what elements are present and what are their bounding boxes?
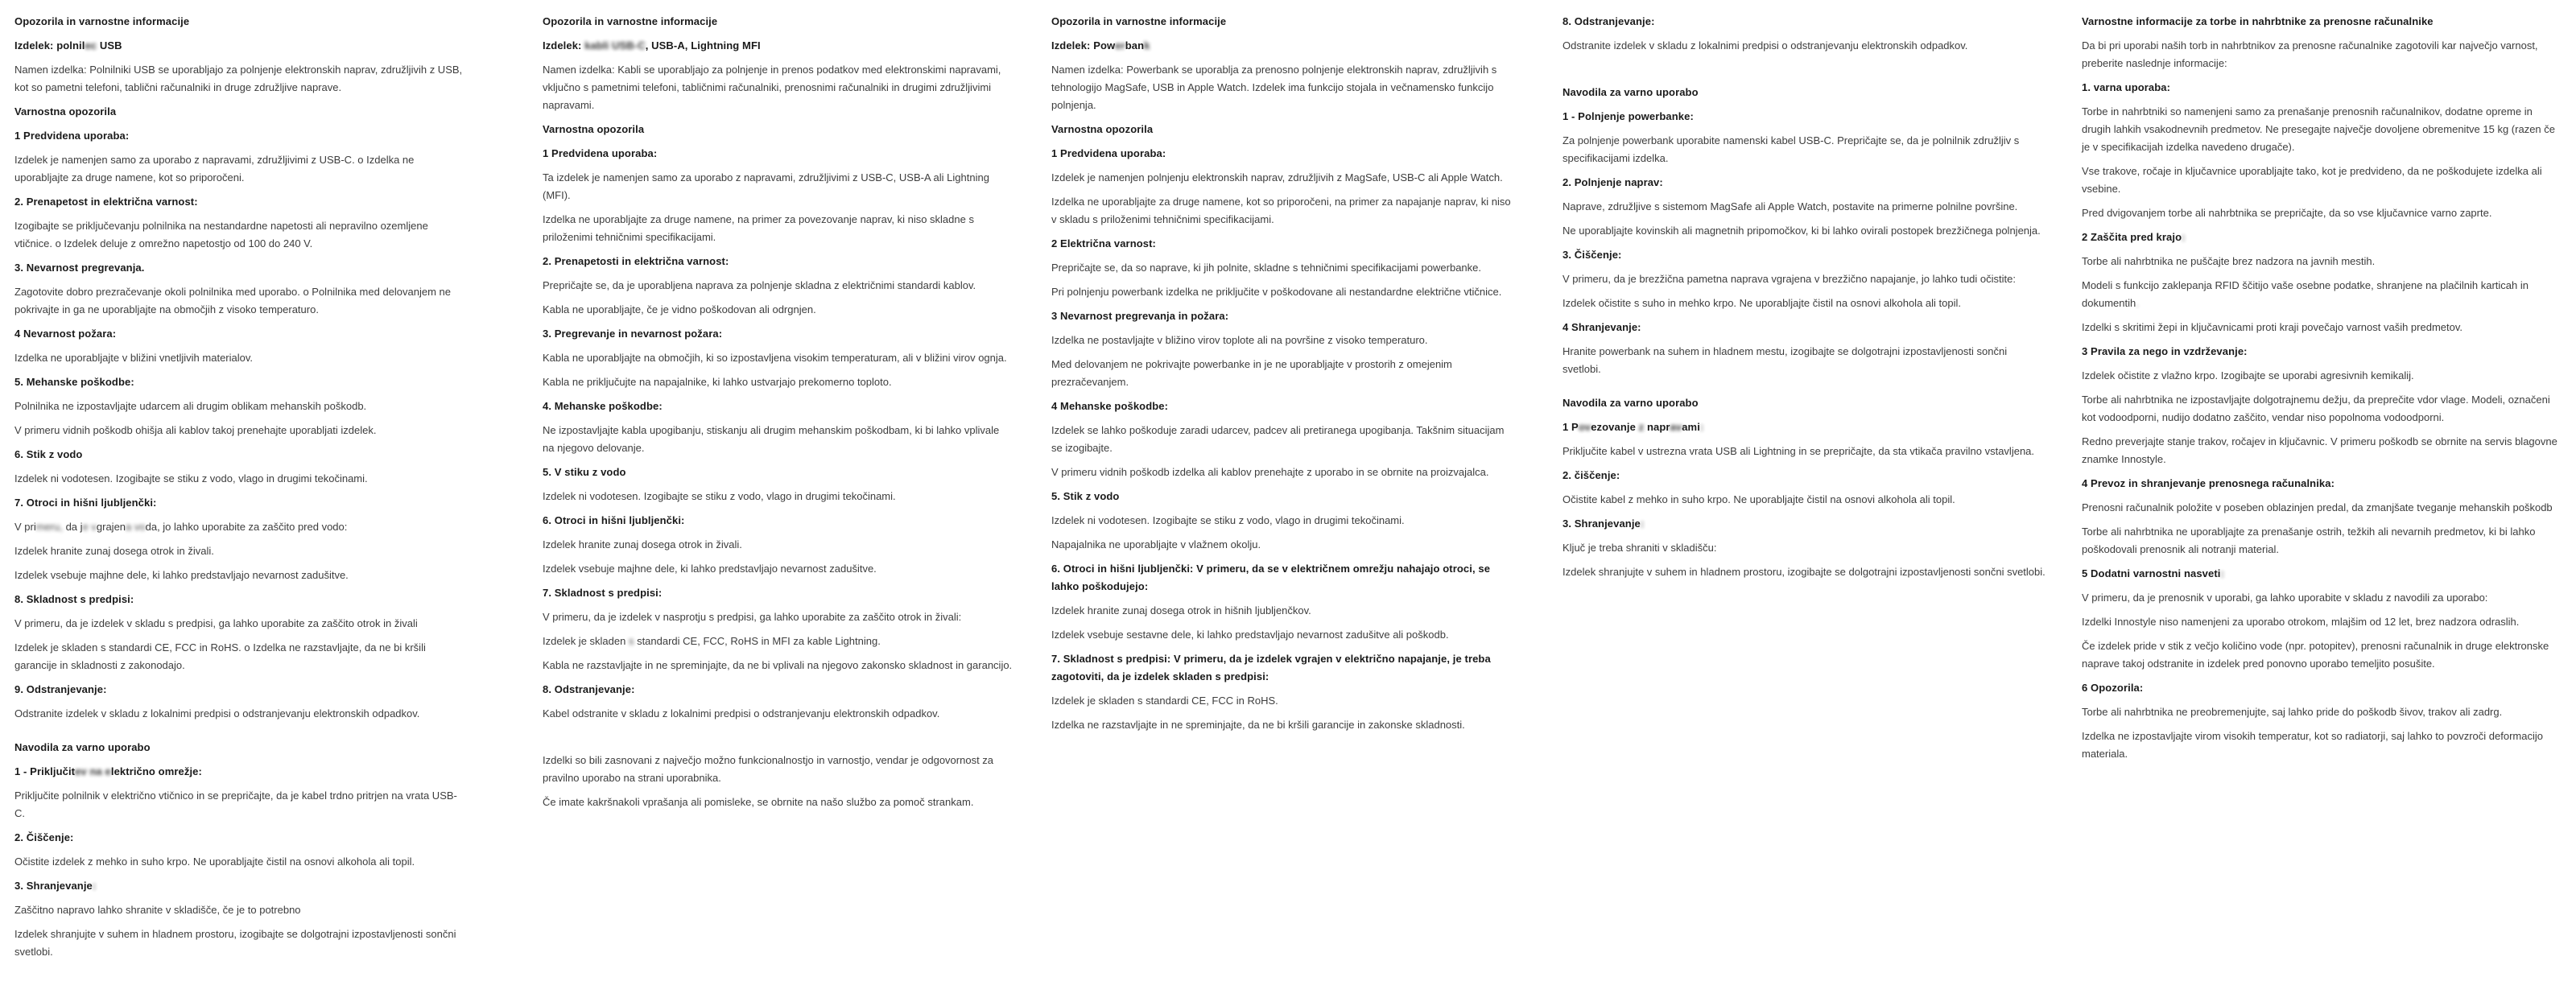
body-paragraph: Če imate kakršnakoli vprašanja ali pomisleke, se obrnite na našo službo za pomoč strankam. [543, 796, 974, 808]
body-paragraph: Izdelek shranjujte v suhem in hladnem prostoru, izogibajte se dolgotrajni izpostavljenosti sončni svetlobi. [1563, 566, 2046, 578]
body-paragraph: Izdelki so bili zasnovani z največjo možno funkcionalnostjo in varnostjo, vendar je odgovornost za pravilno uporabo na strani uporabnika. [543, 754, 994, 784]
body-paragraph: Torbe ali nahrbtnika ne preobremenjujte, saj lahko pride do poškodb šivov, trakov ali zadrg. [2082, 706, 2503, 718]
section-heading: 5. V stiku z vodo [543, 466, 626, 478]
section-spacer [543, 729, 1013, 752]
body-paragraph: V primeru, da je vgrajena voda, jo lahko uporabite za zaščito pred vodo: [14, 521, 348, 533]
section-spacer [1563, 61, 2046, 84]
blurred-text: . [2136, 297, 2139, 309]
body-paragraph: Ne izpostavljajte kabla upogibanju, stiskanju ali drugim mehanskim poškodbam, ki bi lahko vplivale na njegovo delovanje. [543, 424, 1000, 454]
body-paragraph: Izdelka ne izpostavljajte virom visokih temperatur, kot so radiatorji, saj lahko to povzroči deformacijo materiala. [2082, 730, 2543, 760]
body-paragraph: Torbe ali nahrbtnika ne puščajte brez nadzora na javnih mestih. [2082, 255, 2376, 267]
body-paragraph: Priključite polnilnik v električno vtičnico in se prepričajte, da je kabel trdno pritrjen na vrata USB-C. [14, 790, 457, 819]
section-heading: Izdelek: polnilec USB [14, 39, 122, 52]
body-paragraph: V primeru, da je izdelek v skladu s predpisi, ga lahko uporabite za zaščito otrok in živali [14, 617, 418, 629]
blurred-text: : [1699, 421, 1704, 433]
blurred-text: k [1144, 39, 1150, 52]
body-paragraph: Redno preverjajte stanje trakov, ročajev in ključavnic. V primeru poškodb se obrnite na servis blagovne znamke Innostyle. [2082, 435, 2557, 465]
body-paragraph: Izdelek je namenjen samo za uporabo z napravami, združljivimi z USB-C. o Izdelka ne uporabljajte za druge namene, kot so priporočeni. [14, 154, 415, 183]
section-heading: Opozorila in varnostne informacije [543, 15, 718, 27]
body-paragraph: Izogibajte se priključevanju polnilnika na nestandardne napetosti ali nepravilno ozemljene vtičnice. o Izdelek deluje z omrežno napetostjo od 100 do 240 V. [14, 220, 428, 249]
blurred-text: er [1115, 39, 1125, 52]
body-paragraph: Izdelek vsebuje sestavne dele, ki lahko predstavljajo nevarnost zadušitve ali poškodb. [1051, 629, 1449, 641]
body-paragraph: V primeru, da je brezžična pametna naprava vgrajena v brezžično napajanje, jo lahko tudi očistite: [1563, 273, 2016, 285]
section-heading: 1 Predvidena uporaba: [1051, 147, 1166, 159]
section-heading: 3 Pravila za nego in vzdrževanje: [2082, 345, 2248, 357]
body-paragraph: Namen izdelka: Polnilniki USB se uporabljajo za polnjenje elektronskih naprav, združljivih z USB, kot so pametni telefoni, tablični računalniki in druge združljive naprave. [14, 64, 463, 93]
body-paragraph: V primeru, da je izdelek v nasprotju s predpisi, ga lahko uporabite za zaščito otrok in živali: [543, 611, 962, 623]
body-paragraph: Izdelka ne uporabljajte za druge namene, na primer za povezovanje naprav, ki niso skladne s priloženimi tehničnimi specifikacijami. [543, 213, 974, 243]
body-paragraph: Za polnjenje powerbank uporabite namenski kabel USB-C. Prepričajte se, da je polnilnik združljiv s specifikacijami izdelka. [1563, 134, 2020, 164]
blurred-text: meru, [35, 521, 66, 533]
section-heading: Izdelek: kabli USB-C, USB-A, Lightning MFI [543, 39, 761, 52]
section-heading: 6. Otroci in hišni ljubljenčki: [543, 514, 685, 526]
section-heading: 5 Dodatni varnostni nasveti: [2082, 567, 2224, 579]
section-heading: 1 Predvidena uporaba: [14, 130, 130, 142]
blurred-text: av [1670, 421, 1682, 433]
body-paragraph: Torbe ali nahrbtnika ne izpostavljajte dolgotrajnemu dežju, da preprečite vdor vlage. Modeli, označeni kot vodoodporni, nudijo dodatno zaščito, vendar niso popolnoma vodoodporni. [2082, 394, 2550, 423]
body-paragraph: Izdelek hranite zunaj dosega otrok in živali. [14, 545, 214, 557]
blurred-text: e v [82, 521, 97, 533]
blurred-text: : [92, 880, 97, 892]
section-heading: 7. Skladnost s predpisi: [543, 587, 663, 599]
section-heading: Opozorila in varnostne informacije [1051, 15, 1227, 27]
blurred-text: z [1638, 421, 1645, 433]
body-paragraph: Naprave, združljive s sistemom MagSafe ali Apple Watch, postavite na primerne polnilne površine. [1563, 200, 2018, 212]
section-heading: 8. Skladnost s predpisi: [14, 593, 134, 605]
body-paragraph: Izdelek vsebuje majhne dele, ki lahko predstavljajo nevarnost zadušitve. [14, 569, 349, 581]
text-column-5 [2082, 13, 2561, 769]
section-heading: 4 Mehanske poškodbe: [1051, 400, 1169, 412]
section-heading: 6. Stik z vodo [14, 448, 83, 460]
blurred-text: kabli USB-C [584, 39, 646, 52]
body-paragraph: Hranite powerbank na suhem in hladnem mestu, izogibajte se dolgotrajni izpostavljenosti sončni svetlobi. [1563, 345, 2008, 375]
body-paragraph: Prepričajte se, da je uporabljena naprava za polnjenje skladna z električnimi standardi kablov. [543, 279, 976, 291]
body-paragraph: Torbe in nahrbtniki so namenjeni samo za prenašanje prenosnih računalnikov, dodatne opreme in drugih lahkih vsakodnevnih predmetov. Ne presegajte največje dovoljene obremenitve 15 kg (razen če je v specifikacijah izdelka navedeno drugače). [2082, 105, 2555, 153]
section-heading: 3 Nevarnost pregrevanja in požara: [1051, 310, 1229, 322]
blurred-text: s [628, 635, 634, 647]
blurred-text: : [2182, 231, 2186, 243]
text-column-4 [1563, 13, 2046, 588]
section-heading: 1 - Priključitev na električno omrežje: [14, 765, 202, 777]
body-paragraph: Kabla ne priključujte na napajalnike, ki lahko ustvarjajo prekomerno toploto. [543, 376, 892, 388]
body-paragraph: Izdelek hranite zunaj dosega otrok in živali. [543, 538, 742, 550]
body-paragraph: Izdelek je namenjen polnjenju elektronskih naprav, združljivih z MagSafe, USB-C ali Apple Watch. [1051, 171, 1503, 183]
blurred-text: ev na e [75, 765, 111, 777]
body-paragraph: Izdelek očistite s suho in mehko krpo. Ne uporabljajte čistil na osnovi alkohola ali topil. [1563, 297, 1961, 309]
section-heading: 5. Mehanske poškodbe: [14, 376, 134, 388]
body-paragraph: Zaščitno napravo lahko shranite v skladišče, če je to potrebno [14, 904, 301, 916]
body-paragraph: Odstranite izdelek v skladu z lokalnimi predpisi o odstranjevanju elektronskih odpadkov. [1563, 39, 1968, 52]
text-column-3 [1051, 13, 1514, 740]
body-paragraph: Izdelka ne razstavljajte in ne spreminjajte, da ne bi kršili garancije in zakonske skladnosti. [1051, 719, 1465, 731]
section-heading: 9. Odstranjevanje: [14, 683, 107, 695]
section-heading: Navodila za varno uporabo [1563, 397, 1699, 409]
section-heading: 2 Električna varnost: [1051, 237, 1156, 249]
section-heading: 4 Prevoz in shranjevanje prenosnega računalnika: [2082, 477, 2335, 489]
body-paragraph: Kabla ne uporabljajte, če je vidno poškodovan ali odrgnjen. [543, 303, 816, 315]
body-paragraph: V primeru, da je prenosnik v uporabi, ga lahko uporabite v skladu z navodili za uporabo: [2082, 592, 2488, 604]
body-paragraph: Odstranite izdelek v skladu z lokalnimi predpisi o odstranjevanju elektronskih odpadkov. [14, 707, 420, 719]
body-paragraph: Napajalnika ne uporabljajte v vlažnem okolju. [1051, 538, 1261, 550]
body-paragraph: Izdelek se lahko poškoduje zaradi udarcev, padcev ali pretiranega upogibanja. Takšnim situacijam se izogibajte. [1051, 424, 1505, 454]
section-heading: 4. Mehanske poškodbe: [543, 400, 663, 412]
blurred-text: : [1640, 517, 1645, 530]
section-heading: 8. Odstranjevanje: [543, 683, 635, 695]
body-paragraph: Torbe ali nahrbtnika ne uporabljajte za prenašanje ostrih, težkih ali nevarnih predmetov, ki bi lahko poškodovali prenosnik ali notranji material. [2082, 526, 2536, 555]
body-paragraph: Izdelek ni vodotesen. Izogibajte se stiku z vodo, vlago in drugimi tekočinami. [1051, 514, 1405, 526]
section-heading: 4 Shranjevanje: [1563, 321, 1641, 333]
body-paragraph: Če izdelek pride v stik z večjo količino vode (npr. potopitev), prenosni računalnik in druge elektronske naprave takoj odstranite in izdelek pred ponovno uporabo temeljito posušite. [2082, 640, 2549, 670]
section-heading: 1. varna uporaba: [2082, 81, 2171, 93]
text-column-1 [14, 13, 465, 967]
section-heading: Varnostne informacije za torbe in nahrbtnike za prenosne računalnike [2082, 15, 2434, 27]
section-heading: 3. Pregrevanje in nevarnost požara: [543, 328, 723, 340]
section-heading: 2. Prenapetosti in električna varnost: [543, 255, 729, 267]
body-paragraph: Izdelek vsebuje majhne dele, ki lahko predstavljajo nevarnost zadušitve. [543, 563, 877, 575]
section-heading: Navodila za varno uporabo [1563, 86, 1699, 98]
body-paragraph: Izdelka ne uporabljajte v bližini vnetljivih materialov. [14, 352, 254, 364]
section-heading: 3. Shranjevanje: [1563, 517, 1645, 530]
body-paragraph: Izdelek je skladen s standardi CE, FCC, RoHS in MFI za kable Lightning. [543, 635, 881, 647]
section-heading: 1 - Polnjenje powerbanke: [1563, 110, 1694, 122]
section-heading: 8. Odstranjevanje: [1563, 15, 1655, 27]
section-heading: Navodila za varno uporabo [14, 741, 151, 753]
section-heading: 6 Opozorila: [2082, 682, 2144, 694]
body-paragraph: Namen izdelka: Kabli se uporabljajo za polnjenje in prenos podatkov med elektronskimi napravami, vključno s pametnimi telefoni, tabličnimi računalniki, prenosnimi računalniki in drugimi združljivimi napravami. [543, 64, 1001, 111]
body-paragraph: Pri polnjenju powerbank izdelka ne priključite v poškodovane ali nestandardne električne vtičnice. [1051, 286, 1502, 298]
body-paragraph: Vse trakove, ročaje in ključavnice uporabljajte tako, kot je predvideno, da ne poškodujete izdelka ali vsebine. [2082, 165, 2542, 195]
body-paragraph: Prenosni računalnik položite v poseben oblazinjen predal, da zmanjšate tveganje mehanskih poškodb [2082, 501, 2553, 513]
section-heading: 7. Otroci in hišni ljubljenčki: [14, 497, 157, 509]
body-paragraph: Izdelek ni vodotesen. Izogibajte se stiku z vodo, vlago in drugimi tekočinami. [543, 490, 896, 502]
section-heading: 2. čiščenje: [1563, 469, 1620, 481]
body-paragraph: Izdelek očistite z vlažno krpo. Izogibajte se uporabi agresivnih kemikalij. [2082, 369, 2414, 381]
section-heading: 2. Prenapetost in električna varnost: [14, 196, 198, 208]
section-heading: 4 Nevarnost požara: [14, 328, 117, 340]
body-paragraph: Ključ je treba shraniti v skladišču: [1563, 542, 1717, 554]
section-heading: 2 Zaščita pred krajo: [2082, 231, 2186, 243]
section-heading: 3. Čiščenje: [1563, 249, 1622, 261]
section-heading: 7. Skladnost s predpisi: V primeru, da je izdelek vgrajen v električno napajanje, je treba zagotoviti, da je izdelek skladen s predpisi: [1051, 653, 1491, 682]
body-paragraph: Da bi pri uporabi naših torb in nahrbtnikov za prenosne računalnike zagotovili kar največjo varnost, preberite naslednje informacije: [2082, 39, 2538, 69]
body-paragraph: Izdelki Innostyle niso namenjeni za uporabo otrokom, mlajšim od 12 let, brez nadzora odraslih. [2082, 616, 2520, 628]
blurred-text: a vo [126, 521, 146, 533]
body-paragraph: Ne uporabljajte kovinskih ali magnetnih pripomočkov, ki bi lahko ovirali postopek brezžičnega polnjenja. [1563, 225, 2041, 237]
section-heading: Izdelek: Powerbank [1051, 39, 1150, 52]
body-paragraph: Očistite kabel z mehko in suho krpo. Ne uporabljajte čistil na osnovi alkohola ali topil. [1563, 493, 1955, 505]
section-heading: Opozorila in varnostne informacije [14, 15, 190, 27]
body-paragraph: Izdelek shranjujte v suhem in hladnem prostoru, izogibajte se dolgotrajni izpostavljenosti sončni svetlobi. [14, 928, 456, 958]
body-paragraph: Namen izdelka: Powerbank se uporablja za prenosno polnjenje elektronskih naprav, združljivih s tehnologijo MagSafe, USB in Apple Watch. Izdelek ima funkcijo stojala in večnamensko funkcijo polnjenja. [1051, 64, 1497, 111]
blurred-text: ec [85, 39, 97, 52]
blurred-text: : [2220, 567, 2224, 579]
body-paragraph: Priključite kabel v ustrezna vrata USB ali Lightning in se prepričajte, da sta vtikača pravilno vstavljena. [1563, 445, 2035, 457]
body-paragraph: V primeru vidnih poškodb izdelka ali kablov prenehajte z uporabo in se obrnite na proizvajalca. [1051, 466, 1489, 478]
body-paragraph: Izdelek hranite zunaj dosega otrok in hišnih ljubljenčkov. [1051, 604, 1311, 616]
body-paragraph: Kabla ne uporabljajte na območjih, ki so izpostavljena visokim temperaturam, ali v bližini virov ognja. [543, 352, 1007, 364]
body-paragraph: Kabla ne razstavljajte in ne spreminjajte, da ne bi vplivali na njegovo zakonsko skladnost in garancijo. [543, 659, 1013, 671]
section-spacer [14, 729, 465, 739]
body-paragraph: Modeli s funkcijo zaklepanja RFID ščitijo vaše osebne podatke, shranjene na plačilnih karticah in dokumentih. [2082, 279, 2529, 309]
body-paragraph: Ta izdelek je namenjen samo za uporabo z napravami, združljivimi z USB-C, USB-A ali Lightning (MFI). [543, 171, 989, 201]
section-heading: 5. Stik z vodo [1051, 490, 1120, 502]
body-paragraph: Izdelek ni vodotesen. Izogibajte se stiku z vodo, vlago in drugimi tekočinami. [14, 472, 368, 484]
section-heading: 6. Otroci in hišni ljubljenčki: V primeru, da se v električnem omrežju nahajajo otroci, se lahko poškodujejo: [1051, 563, 1491, 592]
body-paragraph: Polnilnika ne izpostavljajte udarcem ali drugim oblikam mehanskih poškodb. [14, 400, 367, 412]
section-heading: 2. Čiščenje: [14, 831, 74, 843]
section-heading: 1 Povezovanje z napravami: [1563, 421, 1704, 433]
body-paragraph: Izdelka ne uporabljajte za druge namene, kot so priporočeni, na primer za napajanje naprav, ki niso v skladu s priloženimi tehničnimi specifikacijami. [1051, 196, 1511, 225]
blurred-text: ov [1578, 421, 1591, 433]
body-paragraph: Zagotovite dobro prezračevanje okoli polnilnika med uporabo. o Polnilnika med delovanjem ne pokrivajte in ga ne uporabljajte na območjih z visoko temperaturo. [14, 286, 451, 315]
section-heading: 1 Predvidena uporaba: [543, 147, 658, 159]
section-heading: 2. Polnjenje naprav: [1563, 176, 1663, 188]
body-paragraph: Izdelek je skladen s standardi CE, FCC in RoHS. o Izdelka ne razstavljajte, da ne bi kršili garancije in skladnosti z zakonodajo. [14, 641, 426, 671]
body-paragraph: Med delovanjem ne pokrivajte powerbanke in je ne uporabljajte v prostorih z omejenim prezračevanjem. [1051, 358, 1452, 388]
body-paragraph: Prepričajte se, da so naprave, ki jih polnite, skladne s tehničnimi specifikacijami powerbanke. [1051, 262, 1481, 274]
section-spacer [1563, 385, 2046, 394]
section-heading: Varnostna opozorila [543, 123, 645, 135]
body-paragraph: Pred dvigovanjem torbe ali nahrbtnika se prepričajte, da so vse ključavnice varno zaprte. [2082, 207, 2492, 219]
text-column-2 [543, 13, 1013, 818]
section-heading: 3. Nevarnost pregrevanja. [14, 262, 145, 274]
section-heading: Varnostna opozorila [14, 105, 117, 118]
section-heading: 3. Shranjevanje: [14, 880, 97, 892]
body-paragraph: Očistite izdelek z mehko in suho krpo. Ne uporabljajte čistil na osnovi alkohola ali topil. [14, 856, 415, 868]
body-paragraph: Izdelka ne postavljajte v bližino virov toplote ali na površine z visoko temperaturo. [1051, 334, 1428, 346]
body-paragraph: Izdelek je skladen s standardi CE, FCC in RoHS. [1051, 695, 1278, 707]
body-paragraph: Kabel odstranite v skladu z lokalnimi predpisi o odstranjevanju elektronskih odpadkov. [543, 707, 940, 719]
body-paragraph: V primeru vidnih poškodb ohišja ali kablov takoj prenehajte uporabljati izdelek. [14, 424, 377, 436]
section-heading: Varnostna opozorila [1051, 123, 1154, 135]
body-paragraph: Izdelki s skritimi žepi in ključavnicami proti kraji povečajo varnost vaših predmetov. [2082, 321, 2462, 333]
